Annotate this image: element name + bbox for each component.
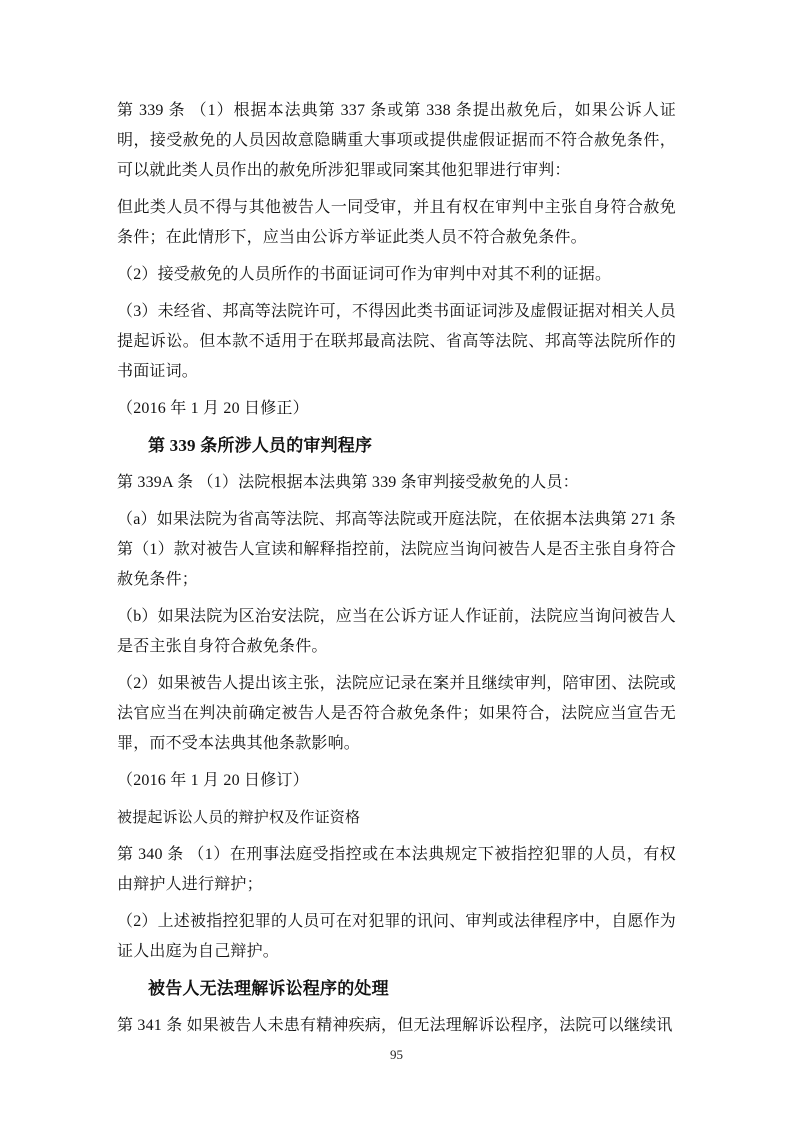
para-art339-clause2: （2）接受赦免的人员所作的书面证词可作为审判中对其不利的证据。 [117, 266, 612, 283]
amendment-note-2016-amended: （2016 年 1 月 20 日修订） [117, 772, 309, 789]
para-art339a-item-a: （a）如果法院为省高等法院、邦高等法院或开庭法院，在依据本法典第 271 条第（1）款对被告人宣读和解释指控前，法院应当询问被告人是否主张自身符合赦免条件； [117, 511, 677, 588]
footer-page-number: 95 [390, 1047, 403, 1062]
para-art340-clause2: （2）上述被指控犯罪的人员可在对犯罪的讯问、审判或法律程序中，自愿作为证人出庭为自己辩护。 [117, 913, 677, 960]
document-body [117, 96, 676, 1048]
para-art340-clause1: 第 340 条 （1）在刑事法庭受指控或在本法典规定下被指控犯罪的人员，有权由辩护人进行辩护； [117, 846, 676, 893]
para-art339-clause3: （3）未经省、邦高等法院许可，不得因此类书面证词涉及虚假证据对相关人员提起诉讼。但本款不适用于在联邦最高法院、省高等法院、邦高等法院所作的书面证词。 [117, 303, 677, 380]
para-art339-clause1: 第 339 条 （1）根据本法典第 337 条或第 338 条提出赦免后，如果公诉人证明，接受赦免的人员因故意隐瞒重大事项或提供虚假证据而不符合赦免条件，可以就此类人员作出的赦免所涉犯罪或同案其他犯罪进行审判： [117, 102, 676, 179]
para-art339a-clause1: 第 339A 条 （1）法院根据本法典第 339 条审判接受赦免的人员： [117, 474, 579, 491]
amendment-note-2016-revised: （2016 年 1 月 20 日修正） [117, 400, 309, 417]
heading-defence-rights: 被提起诉讼人员的辩护权及作证资格 [117, 810, 361, 826]
para-art339-clause1-proviso: 但此类人员不得与其他被告人一同受审，并且有权在审判中主张自身符合赦免条件；在此情形下，应当由公诉方举证此类人员不符合赦免条件。 [117, 199, 676, 246]
para-art339a-item-b: （b）如果法院为区治安法院，应当在公诉方证人作证前，法院应当询问被告人是否主张自身符合赦免条件。 [117, 608, 677, 655]
para-art339a-clause2: （2）如果被告人提出该主张，法院应记录在案并且继续审判，陪审团、法院或法官应当在判决前确定被告人是否符合赦免条件；如果符合，法院应当宣告无罪，而不受本法典其他条款影响。 [117, 675, 677, 752]
heading-accused-unable-understand: 被告人无法理解诉讼程序的处理 [148, 979, 389, 998]
heading-art339a-trial-procedure: 第 339 条所涉人员的审判程序 [148, 436, 373, 455]
para-art341: 第 341 条 如果被告人未患有精神疾病，但无法理解诉讼程序，法院可以继续讯 [117, 1017, 673, 1034]
